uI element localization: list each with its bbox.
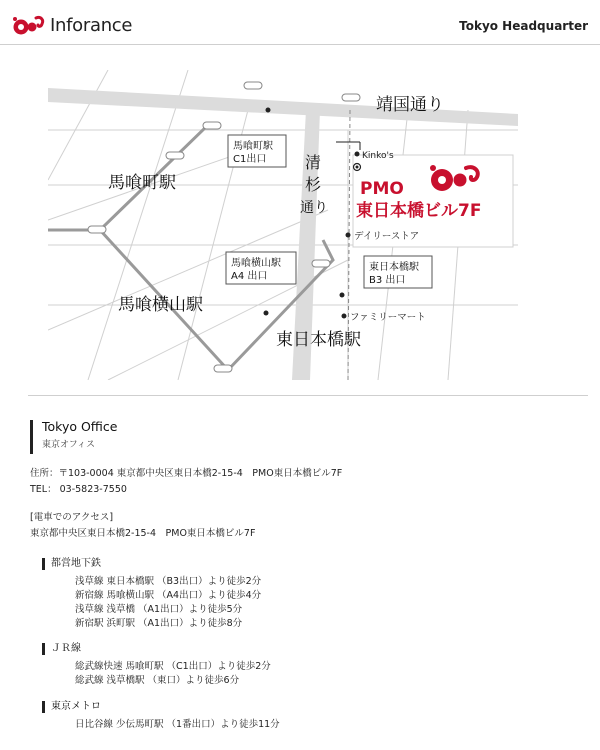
yasukuni-dori-label: 靖国通り: [376, 95, 444, 115]
route-item: 浅草線 浅草橋 （A1出口）より徒歩5分: [75, 604, 243, 615]
access-heading: [電車でのアクセス]: [30, 512, 114, 523]
section-divider: [28, 395, 588, 396]
route-item: 新宿駅 浜町駅 （A1出口）より徒歩8分: [75, 618, 243, 629]
route-item: 浅草線 東日本橋駅 （B3出口）より徒歩2分: [75, 576, 262, 587]
access-address: 東京都中央区東日本橋2-15-4 PMO東日本橋ビル7F: [30, 528, 256, 539]
route-item: 新宿線 馬喰横山駅 （A4出口）より徒歩4分: [75, 590, 262, 601]
office-heading: [30, 420, 117, 454]
svg-text:馬喰町駅: 馬喰町駅: [233, 141, 273, 152]
svg-text:C1出口: C1出口: [233, 154, 267, 165]
pmo-label: PMO: [360, 179, 404, 199]
page-title: Tokyo Headquarter: [459, 19, 588, 33]
office-subtitle: 東京オフィス: [42, 440, 96, 450]
exit-box-a4: [226, 252, 296, 316]
group-jr-heading: ＪＲ線: [42, 643, 81, 655]
svg-text:A4 出口: A4 出口: [231, 271, 268, 282]
kinkos-dot: [355, 152, 360, 157]
daily-store-dot: [346, 233, 351, 238]
familymart-dot: [342, 314, 347, 319]
page-header: [0, 0, 600, 45]
route-item: 総武線快速 馬喰町駅 （C1出口）より徒歩2分: [75, 661, 271, 672]
kiyosumi-label-2: 杉: [305, 175, 322, 194]
bakurocho-station-label: 馬喰町駅: [108, 173, 176, 193]
group-toei-heading: 都営地下鉄: [42, 558, 101, 570]
daily-store-label: デイリーストア: [354, 231, 420, 242]
route-item: 日比谷線 少伝馬町駅 （1番出口）より徒歩11分: [75, 719, 280, 730]
inforance-logo[interactable]: [12, 14, 132, 36]
group-metro-heading: 東京メトロ: [42, 701, 101, 713]
svg-text:東日本橋駅: 東日本橋駅: [369, 262, 419, 273]
higashinihonbashi-station-label: 東日本橋駅: [276, 330, 361, 350]
inforance-logo-icon: [12, 14, 46, 36]
office-address: 住所：〒103-0004 東京都中央区東日本橋2-15-4 PMO東日本橋ビル7F: [30, 468, 343, 479]
yasukuni-road: [48, 88, 518, 126]
logo-text: Inforance: [50, 14, 133, 36]
office-title: Tokyo Office: [42, 419, 118, 434]
kiyosumi-label-3: 通り: [300, 200, 328, 216]
familymart-label: ファミリーマート: [350, 312, 426, 323]
svg-text:B3 出口: B3 出口: [369, 275, 406, 286]
access-map: [48, 70, 518, 380]
kinkos-label: Kinko's: [362, 151, 394, 161]
route-item: 総武線 浅草橋駅 （東口）より徒歩6分: [75, 675, 240, 686]
svg-text:馬喰横山駅: 馬喰横山駅: [231, 258, 281, 269]
kiyosumi-label-1: 清: [305, 153, 322, 172]
exit-box-b3: [340, 256, 433, 298]
pmo-building-label: 東日本橋ビル7F: [356, 201, 482, 221]
exit-box-c1: [228, 108, 286, 168]
office-tel: TEL： 03-5823-7550: [30, 484, 127, 495]
bakuroyokoyama-station-label: 馬喰横山駅: [118, 295, 203, 315]
